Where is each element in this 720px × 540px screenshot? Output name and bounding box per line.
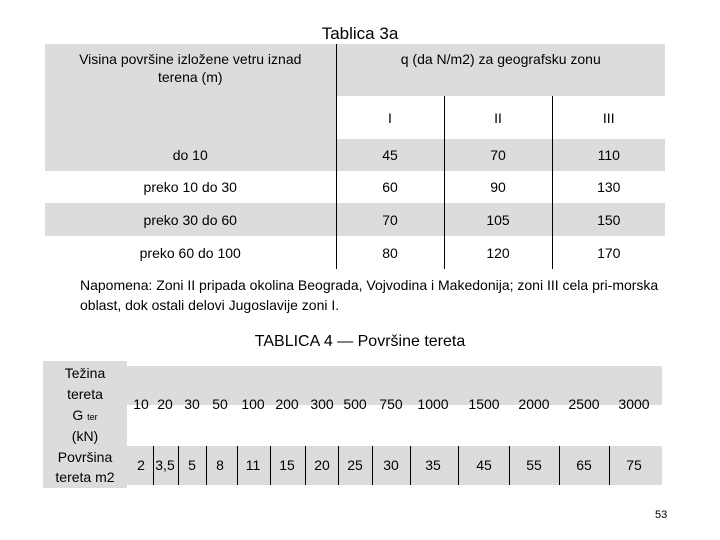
column-divider	[206, 446, 207, 485]
area-cell: 55	[526, 457, 542, 473]
cell-zone-ii: 105	[444, 203, 552, 236]
cell-zone-ii: 70	[444, 139, 552, 171]
zone-header-ii: II	[444, 96, 552, 139]
weight-cell: 100	[241, 396, 265, 412]
cell-zone-iii: 110	[552, 139, 665, 171]
page-number: 53	[655, 509, 668, 521]
table3a-title: Tablica 3a	[321, 24, 399, 43]
area-cell: 30	[383, 457, 399, 473]
weight-label-line: (kN)	[71, 428, 99, 444]
area-cell: 20	[314, 457, 330, 473]
cell-zone-ii: 90	[444, 171, 552, 203]
column-divider	[609, 446, 610, 485]
column-divider	[410, 446, 411, 485]
area-cell: 45	[476, 457, 492, 473]
table3a-note: Napomena: Zoni II pripada okolina Beograda, Vojvodina i Makedonija; zoni III cela pri-morska oblast, dok ostali delovi Jugoslavije zoni I.	[80, 277, 659, 313]
zone-header-iii: III	[552, 96, 665, 139]
column-divider	[458, 446, 459, 485]
area-cell: 65	[576, 457, 592, 473]
area-cell: 11	[245, 457, 261, 473]
height-column-header: Visina površine izložene vetru iznad terena (m)	[45, 44, 336, 139]
weight-label-line: G ter	[72, 407, 98, 423]
row-height: preko 60 do 100	[45, 236, 336, 269]
row-height: do 10	[45, 139, 336, 171]
area-cell: 25	[347, 457, 363, 473]
column-divider	[305, 446, 306, 485]
cell-zone-iii: 130	[552, 171, 665, 203]
cell-zone-iii: 150	[552, 203, 665, 236]
weight-cell: 30	[184, 396, 200, 412]
weight-cell: 200	[275, 396, 299, 412]
column-divider	[509, 446, 510, 485]
cell-zone-iii: 170	[552, 236, 665, 269]
row-height: preko 10 do 30	[45, 171, 336, 203]
area-cell: 75	[626, 457, 642, 473]
column-divider	[372, 446, 373, 485]
weight-cell: 2500	[568, 396, 600, 412]
column-divider	[237, 446, 238, 485]
weight-label-line: Težina	[64, 365, 106, 381]
wind-load-table	[45, 44, 665, 269]
zone-group-header: q (da N/m2) za geografsku zonu	[336, 44, 665, 96]
column-divider	[338, 446, 339, 485]
table4-title: TABLICA 4 — Površine tereta	[254, 333, 466, 350]
area-label-line: tereta m2	[55, 469, 115, 485]
weight-cell: 750	[379, 396, 403, 412]
column-divider	[178, 446, 179, 485]
area-cell: 2	[137, 457, 145, 473]
weight-cell: 10	[133, 396, 149, 412]
cell-zone-i: 60	[336, 171, 444, 203]
row-height: preko 30 do 60	[45, 203, 336, 236]
cell-zone-i: 80	[336, 236, 444, 269]
weight-cell: 50	[212, 396, 228, 412]
area-cell: 15	[279, 457, 295, 473]
weight-cell: 500	[343, 396, 367, 412]
area-cell: 3,5	[155, 457, 175, 473]
cell-zone-i: 70	[336, 203, 444, 236]
column-divider	[559, 446, 560, 485]
cell-zone-i: 45	[336, 139, 444, 171]
table4-row-labels	[43, 361, 127, 488]
weight-label-line: tereta	[67, 386, 103, 402]
weight-cell: 3000	[618, 396, 650, 412]
column-divider	[153, 446, 154, 485]
table-row	[45, 139, 665, 171]
zone-header-i: I	[336, 96, 444, 139]
table-row	[45, 171, 665, 203]
weight-cell: 1500	[468, 396, 500, 412]
weight-cell: 300	[310, 396, 334, 412]
column-divider	[270, 446, 271, 485]
weight-cell: 20	[157, 396, 173, 412]
area-label-line: Površina	[57, 449, 113, 465]
table-row	[45, 203, 665, 236]
weight-cell: 2000	[518, 396, 550, 412]
weight-cell: 1000	[417, 396, 449, 412]
area-cell: 5	[188, 457, 196, 473]
area-cell: 8	[216, 457, 224, 473]
table-row	[45, 236, 665, 269]
area-cell: 35	[425, 457, 441, 473]
cell-zone-ii: 120	[444, 236, 552, 269]
